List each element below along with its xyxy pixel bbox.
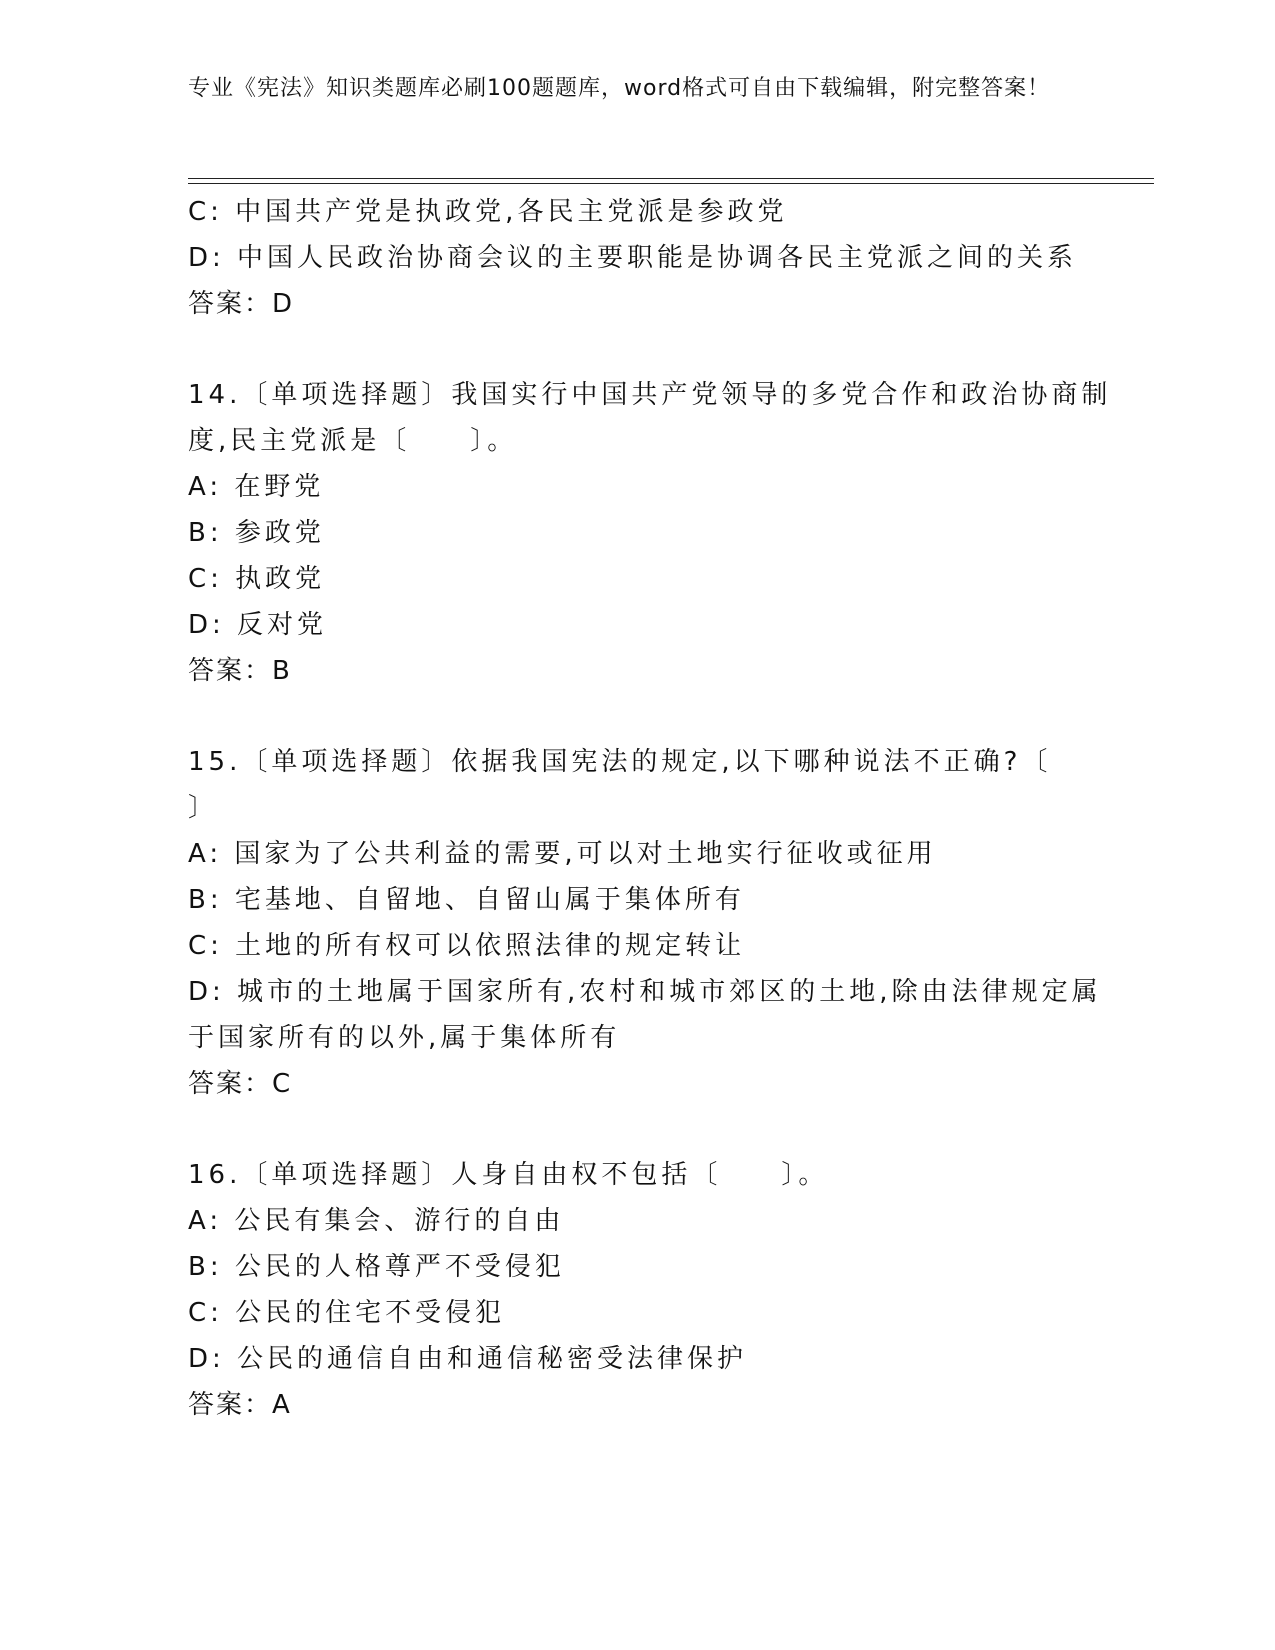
page-header-title: 专业《宪法》知识类题库必刷100题题库，word格式可自由下载编辑，附完整答案！ (188, 76, 1051, 101)
option-c: C: 中国共产党是执政党,各民主党派是参政党 (188, 197, 788, 227)
question-15 (188, 739, 1102, 1107)
option-d: D: 公民的通信自由和通信秘密受法律保护 (188, 1344, 748, 1374)
question-stem: 14.〔单项选择题〕我国实行中国共产党领导的多党合作和政治协商制 (188, 380, 1112, 410)
question-14 (188, 372, 1112, 694)
answer-line: 答案：A (188, 1390, 292, 1420)
question-content (188, 189, 1112, 1428)
question-stem-cont: 度,民主党派是〔 〕。 (188, 426, 518, 456)
option-d: D: 反对党 (188, 610, 328, 640)
option-c: C: 执政党 (188, 564, 326, 594)
option-d: D: 中国人民政治协商会议的主要职能是协调各民主党派之间的关系 (188, 243, 1078, 273)
option-a: A: 公民有集会、游行的自由 (188, 1206, 565, 1236)
option-c: C: 公民的住宅不受侵犯 (188, 1298, 506, 1328)
option-a: A: 在野党 (188, 472, 325, 502)
question-stem: 15.〔单项选择题〕依据我国宪法的规定,以下哪种说法不正确?〔 (188, 747, 1052, 777)
answer-line: 答案：D (188, 289, 295, 319)
header-divider-bottom (188, 183, 1154, 184)
option-b: B: 参政党 (188, 518, 325, 548)
question-16 (188, 1152, 1088, 1428)
option-b: B: 宅基地、自留地、自留山属于集体所有 (188, 885, 745, 915)
option-d-cont: 于国家所有的以外,属于集体所有 (188, 1023, 621, 1053)
question-13-carryover (188, 189, 1088, 327)
answer-line: 答案：C (188, 1069, 293, 1099)
option-d: D: 城市的土地属于国家所有,农村和城市郊区的土地,除由法律规定属 (188, 977, 1102, 1007)
header-divider-top (188, 178, 1154, 179)
question-stem-cont: 〕 (188, 793, 219, 823)
answer-line: 答案：B (188, 656, 292, 686)
question-stem: 16.〔单项选择题〕人身自由权不包括〔 〕。 (188, 1160, 829, 1190)
option-c: C: 土地的所有权可以依照法律的规定转让 (188, 931, 746, 961)
option-b: B: 公民的人格尊严不受侵犯 (188, 1252, 565, 1282)
option-a: A: 国家为了公共利益的需要,可以对土地实行征收或征用 (188, 839, 937, 869)
